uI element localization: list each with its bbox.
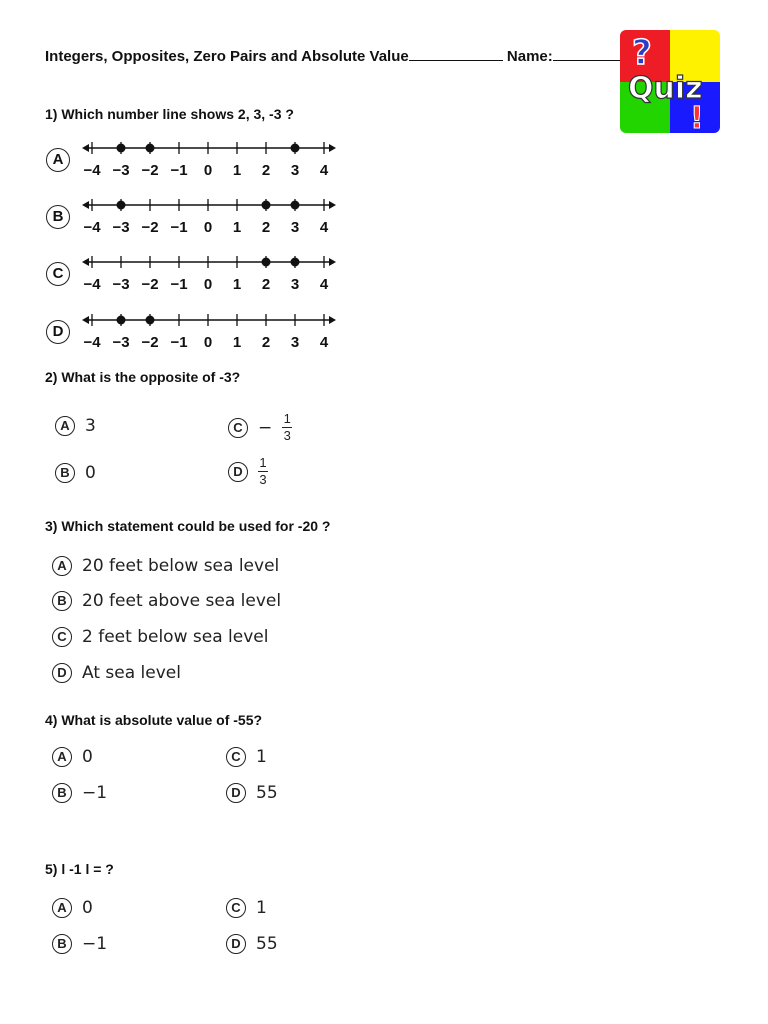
- q4-option-b-letter: B: [52, 783, 72, 803]
- q4-option-b[interactable]: [52, 783, 107, 803]
- q4-option-a-value: 0: [82, 747, 93, 767]
- right-arrow-icon: [329, 316, 336, 324]
- q2-option-a[interactable]: [55, 416, 96, 436]
- plotted-point: [117, 316, 126, 325]
- q4-option-d-value: 55: [256, 783, 278, 803]
- tick-label: 0: [203, 162, 213, 179]
- question-2: 2) What is the opposite of -3?: [45, 369, 241, 385]
- tick-label: 2: [261, 162, 271, 179]
- tick-label: 1: [232, 219, 242, 236]
- plotted-point: [262, 201, 271, 210]
- q2-option-c-numerator: 1: [283, 411, 291, 426]
- q1-number-line-b: [80, 195, 350, 237]
- plotted-point: [291, 258, 300, 267]
- question-1: 1) Which number line shows 2, 3, -3 ?: [45, 106, 294, 122]
- tick-label: −4: [83, 334, 101, 351]
- left-arrow-icon: [82, 144, 89, 152]
- q3-option-b-letter: B: [52, 591, 72, 611]
- q5-option-d-value: 55: [256, 934, 278, 954]
- q4-option-a[interactable]: [52, 747, 93, 767]
- q5-option-d[interactable]: [226, 934, 278, 954]
- q4-option-a-letter: A: [52, 747, 72, 767]
- right-arrow-icon: [329, 201, 336, 209]
- tick-label: 3: [290, 334, 300, 351]
- tick-label: −1: [170, 334, 188, 351]
- plotted-point: [146, 316, 155, 325]
- q3-option-c-value: 2 feet below sea level: [82, 627, 269, 647]
- tick-label: 1: [232, 162, 242, 179]
- q4-option-b-value: −1: [82, 783, 108, 803]
- q1-number-line-d: [80, 310, 350, 352]
- q5-option-a[interactable]: [52, 898, 93, 918]
- tick-label: −2: [141, 219, 159, 236]
- worksheet-header: [45, 48, 615, 65]
- q2-option-b-value: 0: [85, 463, 96, 483]
- q3-option-b[interactable]: [52, 591, 281, 611]
- tick-label: −4: [83, 219, 101, 236]
- q2-option-c-letter: C: [228, 418, 248, 438]
- q2-option-d-numerator: 1: [259, 455, 267, 470]
- q2-option-d-letter: D: [228, 462, 248, 482]
- q2-option-c-denominator: 3: [283, 428, 291, 443]
- q5-option-c-letter: C: [226, 898, 246, 918]
- q1-option-b[interactable]: B: [46, 205, 70, 229]
- q4-option-d-letter: D: [226, 783, 246, 803]
- question-4: 4) What is absolute value of -55?: [45, 712, 263, 728]
- title-underline: [409, 48, 503, 61]
- logo-question-mark: ?: [632, 33, 652, 73]
- tick-label: 1: [232, 334, 242, 351]
- q1-option-a[interactable]: A: [46, 148, 70, 172]
- tick-label: 2: [261, 276, 271, 293]
- tick-label: −3: [112, 276, 130, 293]
- q2-option-a-letter: A: [55, 416, 75, 436]
- plotted-point: [291, 201, 300, 210]
- tick-label: 0: [203, 276, 213, 293]
- tick-label: −3: [112, 162, 130, 179]
- q1-number-line-a: [80, 138, 350, 180]
- q3-option-b-value: 20 feet above sea level: [82, 591, 282, 611]
- tick-label: −1: [170, 276, 188, 293]
- tick-label: −4: [83, 276, 101, 293]
- q3-option-d-letter: D: [52, 663, 72, 683]
- quiz-logo: [620, 30, 720, 133]
- q5-option-c[interactable]: [226, 898, 267, 918]
- q3-option-a-letter: A: [52, 556, 72, 576]
- question-3: 3) Which statement could be used for -20 ?: [45, 518, 331, 534]
- tick-label: −1: [170, 162, 188, 179]
- q1-number-line-c: [80, 252, 350, 294]
- tick-label: 1: [232, 276, 242, 293]
- right-arrow-icon: [329, 258, 336, 266]
- q2-option-d-fraction: [258, 456, 268, 487]
- plotted-point: [117, 201, 126, 210]
- q1-option-d[interactable]: D: [46, 320, 70, 344]
- plotted-point: [146, 144, 155, 153]
- tick-label: −2: [141, 276, 159, 293]
- q4-option-d[interactable]: [226, 783, 278, 803]
- tick-label: 3: [290, 219, 300, 236]
- tick-label: −2: [141, 334, 159, 351]
- q2-option-d[interactable]: [228, 456, 268, 487]
- q3-option-a-value: 20 feet below sea level: [82, 556, 280, 576]
- q5-option-a-letter: A: [52, 898, 72, 918]
- right-arrow-icon: [329, 144, 336, 152]
- tick-label: 2: [261, 219, 271, 236]
- q3-option-d[interactable]: [52, 663, 181, 683]
- q2-option-c[interactable]: [228, 412, 292, 443]
- q5-option-c-value: 1: [256, 898, 267, 918]
- q3-option-c[interactable]: [52, 627, 268, 647]
- q2-option-b-letter: B: [55, 463, 75, 483]
- q5-option-a-value: 0: [82, 898, 93, 918]
- plotted-point: [262, 258, 271, 267]
- left-arrow-icon: [82, 258, 89, 266]
- q1-option-c[interactable]: C: [46, 262, 70, 286]
- tick-label: 4: [319, 334, 329, 351]
- q5-option-b-value: −1: [82, 934, 108, 954]
- name-label: Name:: [506, 48, 553, 65]
- q3-option-a[interactable]: [52, 556, 279, 576]
- q3-option-d-value: At sea level: [82, 663, 181, 683]
- plotted-point: [291, 144, 300, 153]
- left-arrow-icon: [82, 201, 89, 209]
- q5-option-d-letter: D: [226, 934, 246, 954]
- q2-option-c-fraction: [282, 412, 292, 443]
- logo-quiz-text: Quiz: [628, 71, 703, 106]
- q2-option-d-denominator: 3: [259, 472, 267, 487]
- tick-label: 3: [290, 276, 300, 293]
- tick-label: 0: [203, 334, 213, 351]
- tick-label: 4: [319, 276, 329, 293]
- logo-exclamation: !: [690, 101, 704, 133]
- q5-option-b[interactable]: [52, 934, 107, 954]
- q3-option-c-letter: C: [52, 627, 72, 647]
- q5-option-b-letter: B: [52, 934, 72, 954]
- tick-label: 4: [319, 219, 329, 236]
- worksheet-title: Integers, Opposites, Zero Pairs and Absolute Value: [45, 48, 409, 65]
- tick-label: 2: [261, 334, 271, 351]
- q2-option-c-sign: −: [258, 417, 273, 438]
- tick-label: −4: [83, 162, 101, 179]
- tick-label: 3: [290, 162, 300, 179]
- tick-label: −3: [112, 334, 130, 351]
- q2-option-a-value: 3: [85, 416, 96, 436]
- tick-label: −3: [112, 219, 130, 236]
- q4-option-c[interactable]: [226, 747, 267, 767]
- q4-option-c-letter: C: [226, 747, 246, 767]
- plotted-point: [117, 144, 126, 153]
- tick-label: 4: [319, 162, 329, 179]
- tick-label: −1: [170, 219, 188, 236]
- question-5: 5) l -1 l = ?: [45, 861, 114, 877]
- q2-option-b[interactable]: [55, 463, 96, 483]
- tick-label: −2: [141, 162, 159, 179]
- q4-option-c-value: 1: [256, 747, 267, 767]
- left-arrow-icon: [82, 316, 89, 324]
- tick-label: 0: [203, 219, 213, 236]
